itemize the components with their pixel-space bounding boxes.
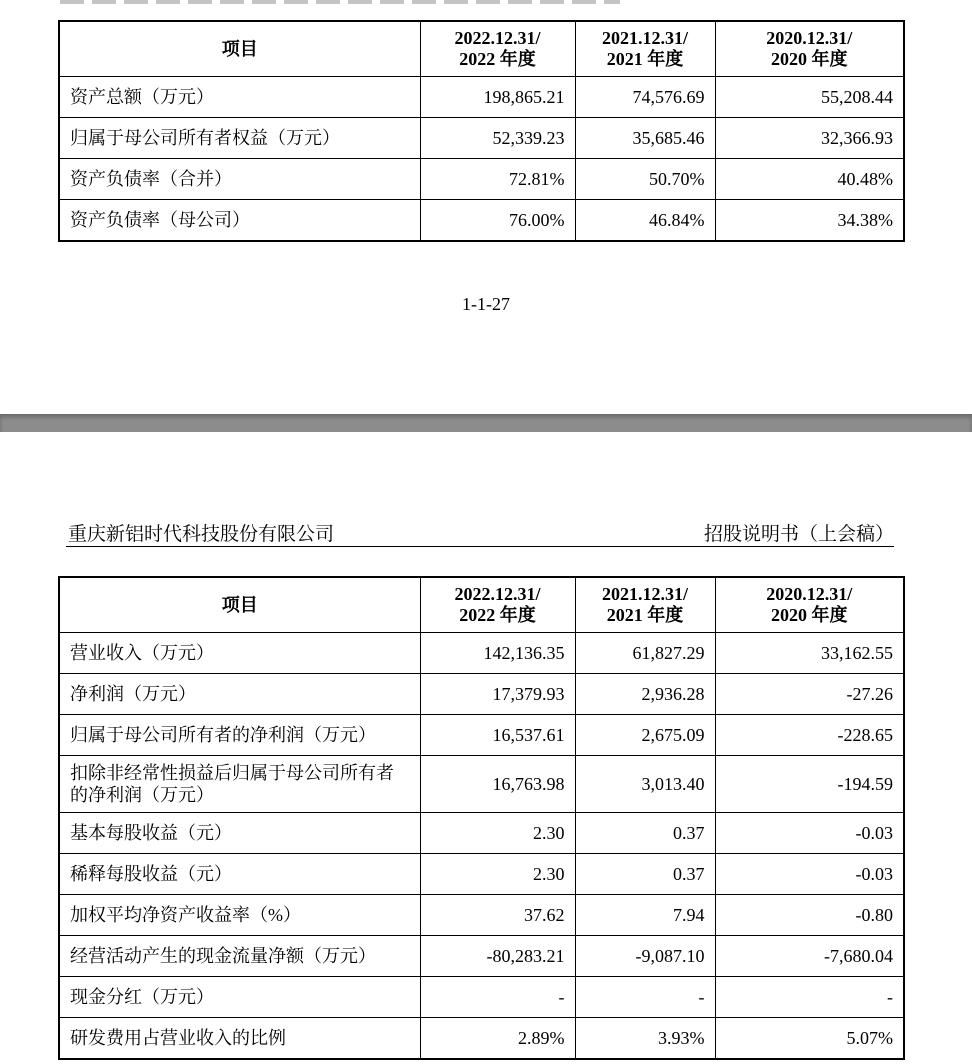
table-row <box>59 977 904 1018</box>
cell-2021: 35,685.46 <box>575 118 715 159</box>
header-2021 <box>575 577 715 633</box>
header-date: 2020.12.31/ <box>766 28 853 48</box>
header-2022 <box>420 577 575 633</box>
cell-2020: -0.80 <box>715 895 904 936</box>
cell-2020: 34.38% <box>715 200 904 242</box>
cell-2020: -194.59 <box>715 756 904 813</box>
row-label: 资产负债率（合并） <box>59 159 420 200</box>
row-label: 现金分红（万元） <box>59 977 420 1018</box>
row-label: 资产负债率（母公司） <box>59 200 420 242</box>
header-2021 <box>575 21 715 77</box>
table-row <box>59 633 904 674</box>
cell-2021: 61,827.29 <box>575 633 715 674</box>
table-row <box>59 895 904 936</box>
company-name: 重庆新铝时代科技股份有限公司 <box>68 524 335 545</box>
header-year: 2022 年度 <box>459 49 536 69</box>
header-rule <box>66 546 894 547</box>
cell-2020: 40.48% <box>715 159 904 200</box>
cell-2021: 74,576.69 <box>575 77 715 118</box>
cell-2021: - <box>575 977 715 1018</box>
page-top <box>0 0 972 414</box>
cell-2021: 3,013.40 <box>575 756 715 813</box>
header-2022 <box>420 21 575 77</box>
table-row <box>59 936 904 977</box>
table-header-row <box>59 21 904 77</box>
cell-2022: 52,339.23 <box>420 118 575 159</box>
cell-2021: 7.94 <box>575 895 715 936</box>
table-row <box>59 715 904 756</box>
cell-2022: 72.81% <box>420 159 575 200</box>
row-label: 基本每股收益（元） <box>59 813 420 854</box>
page-number: 1-1-27 <box>462 294 510 314</box>
cell-2022: 37.62 <box>420 895 575 936</box>
cell-2021: 46.84% <box>575 200 715 242</box>
row-label: 经营活动产生的现金流量净额（万元） <box>59 936 420 977</box>
page-separator <box>0 414 972 432</box>
cell-2021: 2,675.09 <box>575 715 715 756</box>
cell-2021: 2,936.28 <box>575 674 715 715</box>
header-date: 2021.12.31/ <box>601 584 688 604</box>
cell-2020: -0.03 <box>715 813 904 854</box>
cell-2022: 17,379.93 <box>420 674 575 715</box>
cropped-text-remnant <box>60 0 620 4</box>
cell-2020: -7,680.04 <box>715 936 904 977</box>
header-year: 2021 年度 <box>606 605 684 625</box>
cell-2020: -228.65 <box>715 715 904 756</box>
header-date: 2022.12.31/ <box>454 584 541 604</box>
header-year: 2021 年度 <box>606 49 684 69</box>
cell-2022: 2.30 <box>420 813 575 854</box>
table-row <box>59 77 904 118</box>
table-row <box>59 118 904 159</box>
table-row <box>59 813 904 854</box>
header-item: 项目 <box>59 21 420 77</box>
cell-2022: 16,537.61 <box>420 715 575 756</box>
table-row <box>59 674 904 715</box>
row-label: 加权平均净资产收益率（%） <box>59 895 420 936</box>
cell-2020: 33,162.55 <box>715 633 904 674</box>
cell-2022: 76.00% <box>420 200 575 242</box>
header-year: 2020 年度 <box>771 605 848 625</box>
cell-2021: 50.70% <box>575 159 715 200</box>
cell-2022: 198,865.21 <box>420 77 575 118</box>
table-row <box>59 1018 904 1060</box>
cell-2021: -9,087.10 <box>575 936 715 977</box>
header-date: 2020.12.31/ <box>766 584 853 604</box>
row-label: 扣除非经常性损益后归属于母公司所有者的净利润（万元） <box>59 756 420 813</box>
cell-2020: 5.07% <box>715 1018 904 1060</box>
row-label: 稀释每股收益（元） <box>59 854 420 895</box>
cell-2022: -80,283.21 <box>420 936 575 977</box>
income-summary-table <box>58 576 905 1060</box>
cell-2022: 16,763.98 <box>420 756 575 813</box>
cell-2020: -27.26 <box>715 674 904 715</box>
row-label: 归属于母公司所有者权益（万元） <box>59 118 420 159</box>
row-label: 归属于母公司所有者的净利润（万元） <box>59 715 420 756</box>
balance-summary-table <box>58 20 905 242</box>
cell-2022: 2.89% <box>420 1018 575 1060</box>
header-2020 <box>715 21 904 77</box>
cell-2020: 55,208.44 <box>715 77 904 118</box>
cell-2021: 0.37 <box>575 854 715 895</box>
cell-2020: -0.03 <box>715 854 904 895</box>
cell-2022: 142,136.35 <box>420 633 575 674</box>
row-label: 研发费用占营业收入的比例 <box>59 1018 420 1060</box>
row-label: 资产总额（万元） <box>59 77 420 118</box>
header-date: 2021.12.31/ <box>601 28 688 48</box>
header-2020 <box>715 577 904 633</box>
table-row <box>59 200 904 242</box>
header-date: 2022.12.31/ <box>454 28 541 48</box>
table-header-row <box>59 577 904 633</box>
header-year: 2020 年度 <box>771 49 848 69</box>
table-row <box>59 159 904 200</box>
cell-2021: 3.93% <box>575 1018 715 1060</box>
header-year: 2022 年度 <box>459 605 536 625</box>
header-item: 项目 <box>59 577 420 633</box>
cell-2021: 0.37 <box>575 813 715 854</box>
document-title: 招股说明书（上会稿） <box>703 524 894 545</box>
cell-2022: 2.30 <box>420 854 575 895</box>
cell-2020: - <box>715 977 904 1018</box>
table-row <box>59 756 904 813</box>
table-row <box>59 854 904 895</box>
row-label: 净利润（万元） <box>59 674 420 715</box>
cell-2020: 32,366.93 <box>715 118 904 159</box>
cell-2022: - <box>420 977 575 1018</box>
row-label: 营业收入（万元） <box>59 633 420 674</box>
